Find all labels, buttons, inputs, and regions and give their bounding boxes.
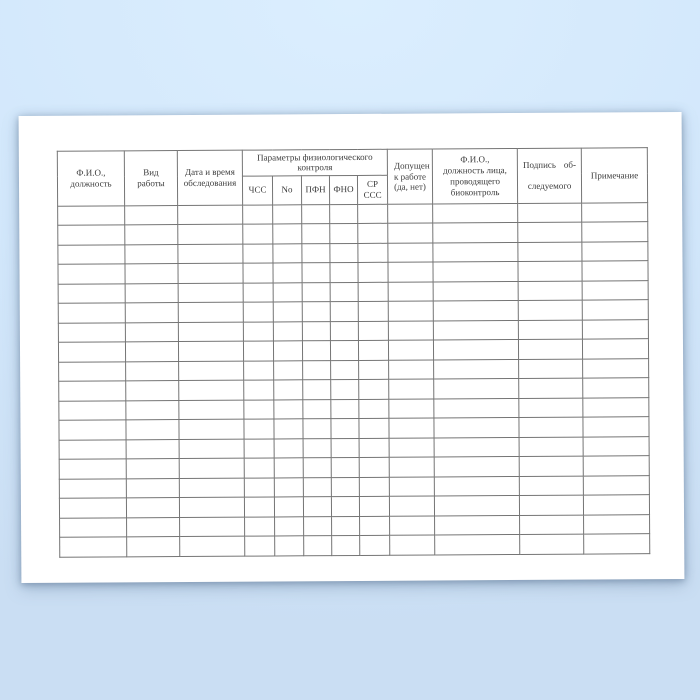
- table-row: [60, 534, 650, 557]
- empty-cell: [389, 379, 434, 399]
- empty-cell: [583, 339, 649, 359]
- empty-cell: [179, 478, 244, 498]
- empty-cell: [274, 419, 303, 439]
- empty-cell: [582, 281, 648, 301]
- empty-cell: [179, 459, 244, 479]
- header-param-fno: ФНО: [329, 175, 357, 204]
- empty-cell: [179, 361, 244, 381]
- empty-cell: [274, 361, 303, 381]
- empty-cell: [59, 381, 126, 401]
- empty-cell: [435, 535, 520, 555]
- empty-cell: [331, 399, 359, 419]
- empty-cell: [302, 263, 330, 283]
- empty-cell: [303, 419, 331, 439]
- empty-cell: [126, 420, 179, 440]
- empty-cell: [245, 536, 275, 556]
- empty-cell: [389, 360, 434, 380]
- empty-cell: [388, 204, 433, 224]
- empty-cell: [243, 302, 273, 322]
- empty-cell: [244, 439, 274, 459]
- empty-cell: [388, 243, 433, 263]
- empty-cell: [519, 496, 583, 516]
- empty-cell: [60, 518, 127, 538]
- empty-cell: [583, 359, 649, 379]
- empty-cell: [179, 400, 244, 420]
- empty-cell: [358, 341, 388, 361]
- biocontrol-journal-table: [57, 147, 651, 558]
- empty-cell: [331, 497, 359, 517]
- empty-cell: [244, 380, 274, 400]
- empty-cell: [274, 478, 303, 498]
- empty-cell: [125, 342, 178, 362]
- empty-cell: [331, 360, 359, 380]
- empty-cell: [519, 437, 583, 457]
- empty-cell: [274, 380, 303, 400]
- empty-cell: [243, 283, 273, 303]
- empty-cell: [303, 478, 331, 498]
- empty-cell: [302, 283, 330, 303]
- empty-cell: [303, 361, 331, 381]
- empty-cell: [274, 458, 303, 478]
- empty-cell: [332, 536, 360, 556]
- empty-cell: [518, 203, 582, 223]
- empty-cell: [58, 303, 125, 323]
- empty-cell: [359, 477, 389, 497]
- empty-cell: [244, 478, 274, 498]
- empty-cell: [178, 303, 243, 323]
- empty-cell: [519, 418, 583, 438]
- empty-cell: [58, 342, 125, 362]
- header-exam-datetime: Дата и время обследования: [177, 150, 242, 205]
- empty-cell: [273, 322, 302, 342]
- empty-cell: [388, 282, 433, 302]
- empty-cell: [360, 516, 390, 536]
- empty-cell: [433, 203, 518, 223]
- empty-cell: [583, 437, 649, 457]
- empty-cell: [519, 379, 583, 399]
- empty-cell: [178, 342, 243, 362]
- empty-cell: [433, 281, 518, 301]
- empty-cell: [330, 341, 358, 361]
- empty-cell: [178, 244, 243, 264]
- empty-cell: [273, 283, 302, 303]
- empty-cell: [304, 517, 332, 537]
- empty-cell: [126, 459, 179, 479]
- empty-cell: [273, 263, 302, 283]
- signature-word-2: об-: [563, 159, 576, 170]
- empty-cell: [125, 323, 178, 343]
- empty-cell: [302, 341, 330, 361]
- empty-cell: [59, 479, 126, 499]
- empty-cell: [330, 204, 358, 224]
- empty-cell: [126, 479, 179, 499]
- empty-cell: [274, 400, 303, 420]
- empty-cell: [582, 203, 648, 223]
- empty-cell: [125, 245, 178, 265]
- empty-cell: [302, 322, 330, 342]
- empty-cell: [59, 459, 126, 479]
- empty-cell: [58, 206, 125, 226]
- empty-cell: [273, 224, 302, 244]
- empty-cell: [388, 262, 433, 282]
- empty-cell: [434, 379, 519, 399]
- empty-cell: [244, 419, 274, 439]
- header-param-no: No: [272, 176, 301, 205]
- empty-cell: [243, 263, 273, 283]
- empty-cell: [388, 321, 433, 341]
- table-body: [58, 203, 650, 558]
- empty-cell: [434, 437, 519, 457]
- empty-cell: [583, 417, 649, 437]
- empty-cell: [359, 458, 389, 478]
- empty-cell: [358, 302, 388, 322]
- empty-cell: [583, 495, 649, 515]
- empty-cell: [304, 536, 332, 556]
- empty-cell: [303, 400, 331, 420]
- empty-cell: [303, 439, 331, 459]
- empty-cell: [126, 440, 179, 460]
- header-examinee-signature: [517, 148, 581, 203]
- header-row-main: [57, 148, 647, 177]
- empty-cell: [179, 420, 244, 440]
- empty-cell: [243, 224, 273, 244]
- empty-cell: [434, 476, 519, 496]
- empty-cell: [359, 360, 389, 380]
- empty-cell: [273, 302, 302, 322]
- document-page: [19, 112, 685, 583]
- empty-cell: [359, 497, 389, 517]
- empty-cell: [59, 362, 126, 382]
- empty-cell: [388, 301, 433, 321]
- empty-cell: [583, 456, 649, 476]
- empty-cell: [434, 496, 519, 516]
- empty-cell: [58, 225, 125, 245]
- empty-cell: [59, 498, 126, 518]
- empty-cell: [126, 498, 179, 518]
- empty-cell: [584, 534, 650, 554]
- empty-cell: [358, 321, 388, 341]
- empty-cell: [330, 263, 358, 283]
- empty-cell: [582, 320, 648, 340]
- empty-cell: [583, 476, 649, 496]
- empty-cell: [243, 244, 273, 264]
- empty-cell: [433, 320, 518, 340]
- header-admitted-to-work: Допущен к работе (да, нет): [387, 149, 432, 204]
- empty-cell: [330, 282, 358, 302]
- empty-cell: [433, 262, 518, 282]
- empty-cell: [583, 398, 649, 418]
- empty-cell: [330, 302, 358, 322]
- empty-cell: [303, 497, 331, 517]
- empty-cell: [358, 263, 388, 283]
- empty-cell: [518, 262, 582, 282]
- empty-cell: [359, 419, 389, 439]
- header-param-pfn: ПФН: [301, 175, 329, 204]
- empty-cell: [179, 439, 244, 459]
- empty-cell: [358, 243, 388, 263]
- empty-cell: [244, 458, 274, 478]
- empty-cell: [126, 381, 179, 401]
- empty-cell: [179, 498, 244, 518]
- empty-cell: [520, 515, 584, 535]
- empty-cell: [433, 223, 518, 243]
- empty-cell: [243, 205, 273, 225]
- empty-cell: [244, 400, 274, 420]
- empty-cell: [125, 284, 178, 304]
- empty-cell: [359, 399, 389, 419]
- empty-cell: [389, 457, 434, 477]
- empty-cell: [519, 340, 583, 360]
- empty-cell: [332, 516, 360, 536]
- empty-cell: [582, 222, 648, 242]
- empty-cell: [127, 537, 180, 557]
- empty-cell: [389, 340, 434, 360]
- empty-cell: [518, 223, 582, 243]
- empty-cell: [126, 401, 179, 421]
- empty-cell: [274, 497, 303, 517]
- header-param-chss: ЧСС: [242, 176, 272, 205]
- header-fio-position: Ф.И.О., должность: [57, 151, 124, 206]
- empty-cell: [359, 438, 389, 458]
- empty-cell: [360, 536, 390, 556]
- empty-cell: [59, 401, 126, 421]
- empty-cell: [389, 418, 434, 438]
- empty-cell: [519, 398, 583, 418]
- empty-cell: [519, 476, 583, 496]
- empty-cell: [125, 206, 178, 226]
- empty-cell: [58, 323, 125, 343]
- empty-cell: [125, 264, 178, 284]
- empty-cell: [302, 244, 330, 264]
- empty-cell: [179, 381, 244, 401]
- empty-cell: [302, 302, 330, 322]
- empty-cell: [434, 418, 519, 438]
- empty-cell: [434, 398, 519, 418]
- empty-cell: [388, 223, 433, 243]
- empty-cell: [243, 341, 273, 361]
- empty-cell: [433, 242, 518, 262]
- empty-cell: [390, 516, 435, 536]
- empty-cell: [584, 515, 650, 535]
- empty-cell: [180, 517, 245, 537]
- empty-cell: [519, 457, 583, 477]
- empty-cell: [330, 321, 358, 341]
- empty-cell: [330, 224, 358, 244]
- empty-cell: [331, 477, 359, 497]
- header-work-type: Вид работы: [124, 151, 177, 206]
- signature-word-1: Подпись: [522, 159, 557, 170]
- empty-cell: [518, 242, 582, 262]
- empty-cell: [60, 537, 127, 557]
- header-param-sr-sss: СР ССС: [357, 175, 387, 204]
- empty-cell: [518, 301, 582, 321]
- empty-cell: [331, 380, 359, 400]
- empty-cell: [126, 362, 179, 382]
- empty-cell: [274, 439, 303, 459]
- empty-cell: [58, 284, 125, 304]
- empty-cell: [389, 438, 434, 458]
- empty-cell: [180, 537, 245, 557]
- empty-cell: [359, 380, 389, 400]
- empty-cell: [244, 361, 274, 381]
- empty-cell: [58, 245, 125, 265]
- empty-cell: [178, 264, 243, 284]
- empty-cell: [358, 224, 388, 244]
- empty-cell: [59, 420, 126, 440]
- signature-line-2: следуемого: [527, 181, 572, 192]
- empty-cell: [273, 205, 302, 225]
- empty-cell: [275, 517, 304, 537]
- empty-cell: [243, 322, 273, 342]
- empty-cell: [583, 378, 649, 398]
- empty-cell: [245, 517, 275, 537]
- empty-cell: [303, 380, 331, 400]
- empty-cell: [434, 359, 519, 379]
- empty-cell: [434, 457, 519, 477]
- empty-cell: [358, 282, 388, 302]
- empty-cell: [389, 496, 434, 516]
- empty-cell: [331, 419, 359, 439]
- empty-cell: [433, 301, 518, 321]
- empty-cell: [434, 340, 519, 360]
- signature-line-1: [523, 159, 576, 170]
- empty-cell: [302, 224, 330, 244]
- empty-cell: [127, 518, 180, 538]
- empty-cell: [358, 204, 388, 224]
- empty-cell: [518, 320, 582, 340]
- header-note: Примечание: [581, 148, 647, 203]
- empty-cell: [58, 264, 125, 284]
- empty-cell: [331, 458, 359, 478]
- header-physio-params-group: Параметры физиологического контроля: [242, 149, 387, 176]
- empty-cell: [582, 261, 648, 281]
- empty-cell: [435, 515, 520, 535]
- empty-cell: [389, 477, 434, 497]
- header-controller-fio: Ф.И.О., должность лица, проводящего биоконтроль: [432, 148, 517, 204]
- empty-cell: [125, 303, 178, 323]
- empty-cell: [582, 300, 648, 320]
- empty-cell: [390, 535, 435, 555]
- empty-cell: [178, 283, 243, 303]
- empty-cell: [273, 341, 302, 361]
- empty-cell: [518, 281, 582, 301]
- empty-cell: [244, 497, 274, 517]
- empty-cell: [302, 205, 330, 225]
- empty-cell: [125, 225, 178, 245]
- empty-cell: [59, 440, 126, 460]
- empty-cell: [275, 536, 304, 556]
- empty-cell: [178, 225, 243, 245]
- empty-cell: [519, 359, 583, 379]
- empty-cell: [330, 243, 358, 263]
- empty-cell: [303, 458, 331, 478]
- table-header: [57, 148, 647, 207]
- empty-cell: [389, 399, 434, 419]
- empty-cell: [331, 438, 359, 458]
- empty-cell: [582, 242, 648, 262]
- empty-cell: [273, 244, 302, 264]
- empty-cell: [520, 535, 584, 555]
- empty-cell: [178, 205, 243, 225]
- empty-cell: [178, 322, 243, 342]
